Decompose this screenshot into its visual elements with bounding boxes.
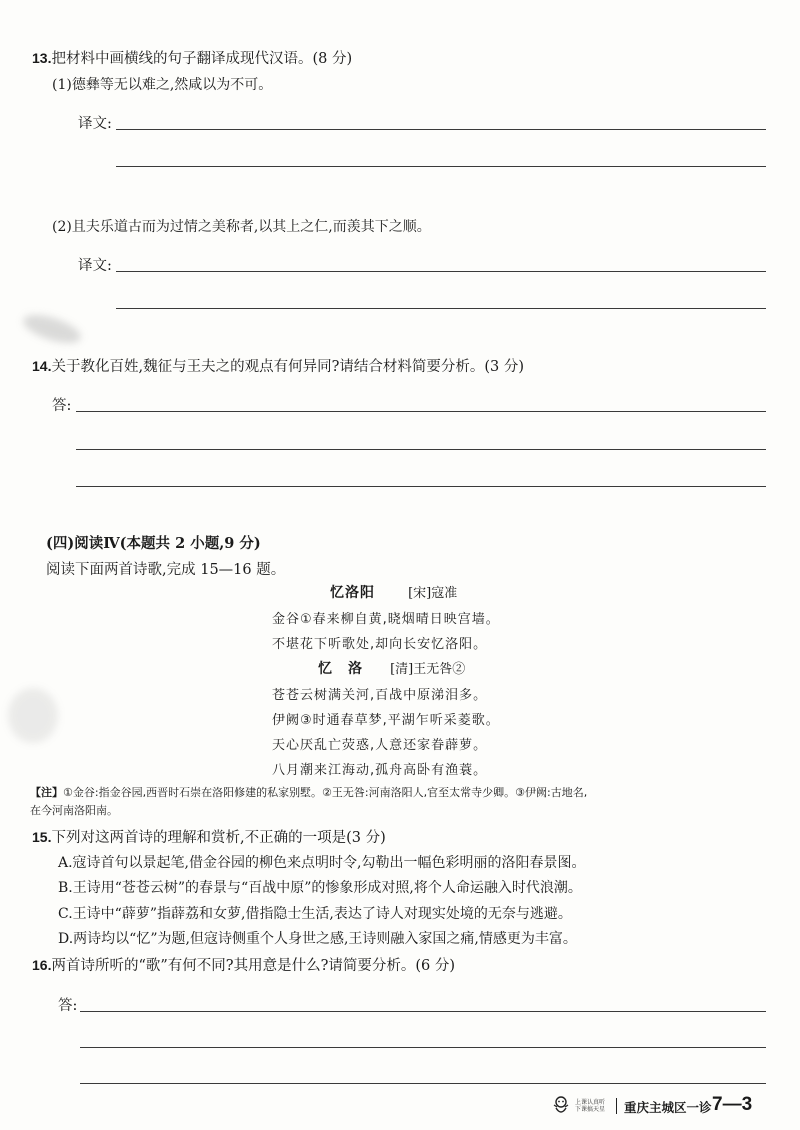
q13-item2: (2)且夫乐道古而为过情之美称者,以其上之仁,而羡其下之顺。 bbox=[52, 219, 431, 235]
q14-answer-line-1[interactable] bbox=[76, 411, 766, 412]
poem2-author: [清]王无咎② bbox=[390, 662, 466, 677]
poem2-line-2: 伊阙③时通春草梦,平湖乍听采菱歌。 bbox=[272, 713, 500, 728]
page-number: 7—3 bbox=[712, 1094, 753, 1115]
q15-option-c[interactable]: C.王诗中“薜萝”指薜荔和女萝,借指隐士生活,表达了诗人对现实处境的无奈与逃避。 bbox=[58, 906, 572, 922]
q16-answer-line-1[interactable] bbox=[80, 1011, 766, 1012]
q14-prompt: 14.关于教化百姓,魏征与王夫之的观点有何异同?请结合材料简要分析。(3 分) bbox=[32, 358, 524, 375]
q14-answer-line-3[interactable] bbox=[76, 486, 766, 487]
q13-number: 13. bbox=[32, 50, 52, 66]
poem1-header bbox=[330, 582, 457, 602]
q13-item1-answer-line-1[interactable] bbox=[116, 129, 766, 130]
poem1-author: [宋]寇准 bbox=[408, 586, 458, 601]
poem1-line-1: 金谷①春来柳自黄,晓烟晴日映宫墙。 bbox=[272, 612, 500, 627]
footer-slogan-line1: 上课认真听 bbox=[575, 1099, 606, 1106]
q16-number: 16. bbox=[32, 957, 52, 973]
mascot-icon bbox=[550, 1095, 572, 1117]
poem2-line-1: 苍苍云树满关河,百战中原涕泪多。 bbox=[272, 688, 488, 703]
footer-slogan-line2: 下课搞天星 bbox=[575, 1106, 606, 1113]
q16-answer-line-2[interactable] bbox=[80, 1047, 766, 1048]
poem2-line-3: 天心厌乱亡荧惑,人意还家眷薜萝。 bbox=[272, 738, 488, 753]
footer-slogan bbox=[575, 1099, 605, 1113]
scan-smudge bbox=[20, 309, 84, 348]
q14-answer-label: 答: bbox=[52, 398, 72, 414]
q13-item1: (1)德彝等无以难之,然咸以为不可。 bbox=[52, 77, 273, 93]
q16-answer-line-3[interactable] bbox=[80, 1083, 766, 1084]
poem2-line-4: 八月潮来江海动,孤舟高卧有渔蓑。 bbox=[272, 763, 488, 778]
q14-number: 14. bbox=[32, 358, 52, 374]
q13-item2-answer-line-2[interactable] bbox=[116, 308, 766, 309]
q16-answer-label: 答: bbox=[58, 998, 78, 1014]
q13-item1-label: 译文: bbox=[78, 116, 112, 132]
q13-item2-label: 译文: bbox=[78, 258, 112, 274]
q13-item2-answer-line-1[interactable] bbox=[116, 271, 766, 272]
section4-intro: 阅读下面两首诗歌,完成 15—16 题。 bbox=[46, 562, 286, 578]
q13-item1-answer-line-2[interactable] bbox=[116, 166, 766, 167]
poem1-title: 忆洛阳 bbox=[330, 585, 375, 601]
notes-line-2: 在今河南洛阳南。 bbox=[30, 804, 118, 817]
poem2-header bbox=[318, 658, 465, 678]
q14-answer-line-2[interactable] bbox=[76, 449, 766, 450]
notes-tag: 【注】 bbox=[30, 786, 63, 799]
poem1-line-2: 不堪花下听歌处,却向长安忆洛阳。 bbox=[272, 637, 488, 652]
q16-prompt: 16.两首诗所听的“歌”有何不同?其用意是什么?请简要分析。(6 分) bbox=[32, 957, 455, 974]
q13-prompt: 13.把材料中画横线的句子翻译成现代汉语。(8 分) bbox=[32, 50, 353, 67]
section4-heading: (四)阅读Ⅳ(本题共 2 小题,9 分) bbox=[46, 535, 261, 552]
footer-region: 重庆主城区一诊 bbox=[624, 1100, 712, 1115]
q15-prompt: 15.下列对这两首诗的理解和赏析,不正确的一项是(3 分) bbox=[32, 829, 386, 846]
poem2-title: 忆 洛 bbox=[318, 661, 363, 677]
q15-option-a[interactable]: A.寇诗首句以景起笔,借金谷园的柳色来点明时令,勾勒出一幅色彩明丽的洛阳春景图。 bbox=[58, 855, 586, 871]
notes-line-1: 【注】①金谷:指金谷园,西晋时石崇在洛阳修建的私家别墅。②王无咎:河南洛阳人,官至太常寺少卿。③伊阙:古地名, bbox=[30, 786, 588, 799]
scan-smudge bbox=[8, 688, 58, 743]
q15-option-b[interactable]: B.王诗用“苍苍云树”的春景与“百战中原”的惨象形成对照,将个人命运融入时代浪潮。 bbox=[58, 880, 582, 896]
footer-divider bbox=[616, 1098, 617, 1114]
q15-option-d[interactable]: D.两诗均以“忆”为题,但寇诗侧重个人身世之感,王诗则融入家国之痛,情感更为丰富。 bbox=[58, 931, 577, 947]
q15-number: 15. bbox=[32, 829, 52, 845]
